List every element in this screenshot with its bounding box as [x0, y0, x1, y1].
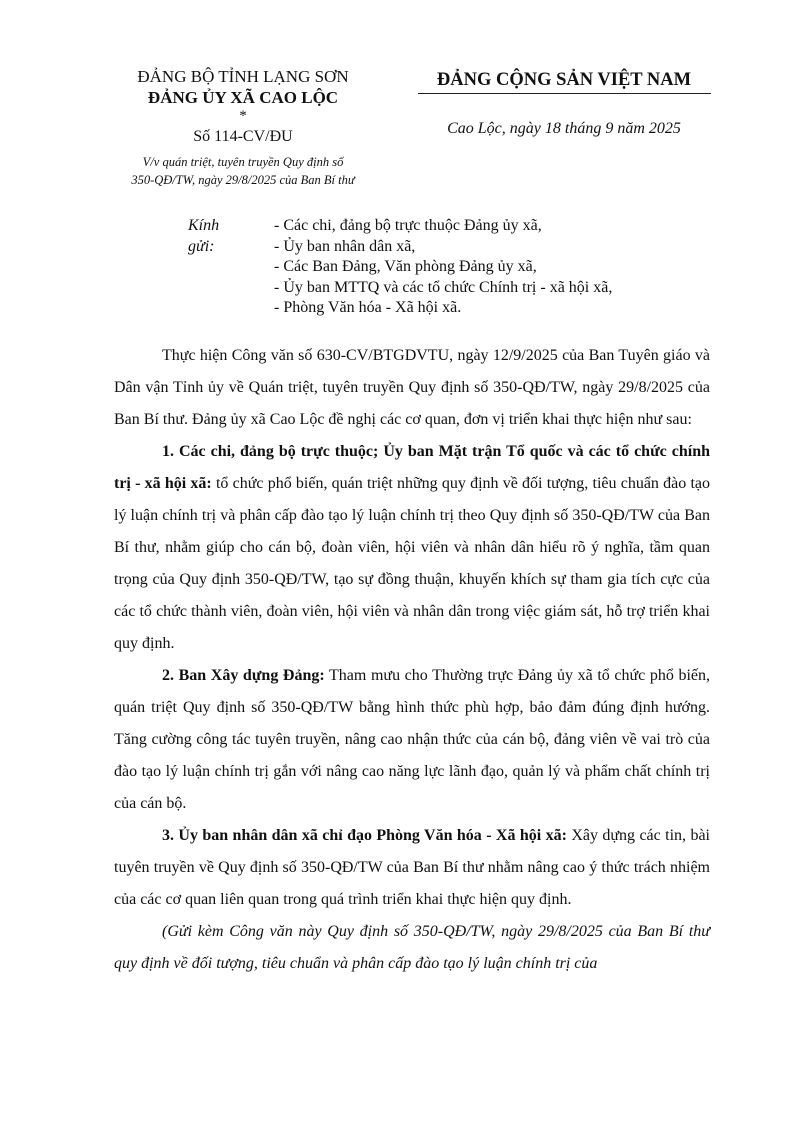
- item-3-heading: 3. Ủy ban nhân dân xã chỉ đạo Phòng Văn hóa - Xã hội xã:: [162, 827, 567, 844]
- separator-star: *: [239, 108, 247, 124]
- document-number: Số 114-CV/ĐU: [193, 128, 293, 145]
- recipient-item: - Các chi, đảng bộ trực thuộc Đảng ủy xã,: [274, 217, 542, 234]
- recipients-label: Kính gửi:: [188, 217, 220, 255]
- item-2-paragraph: [114, 660, 710, 820]
- party-title: ĐẢNG CỘNG SẢN VIỆT NAM: [436, 70, 692, 90]
- subject-line-2: 350-QĐ/TW, ngày 29/8/2025 của Ban Bí thư: [131, 173, 355, 187]
- recipients-list: [274, 216, 714, 319]
- item-3-text: Xây dựng các tin, bài tuyên truyền về Quy định số 350-QĐ/TW của Ban Bí thư nhằm nâng cao ý thức trách nhiệm của các cơ quan liên quan trong quá trình triển khai thực hiện quy định.: [114, 827, 710, 908]
- recipient-item: - Ủy ban nhân dân xã,: [274, 237, 416, 255]
- attachment-note: (Gửi kèm Công văn này Quy định số 350-QĐ/TW, ngày 29/8/2025 của Ban Bí thư quy định về đối tượng, tiêu chuẩn và phân cấp đào tạo lý luận chính trị của: [114, 923, 710, 972]
- title-underline: [418, 93, 711, 94]
- document-subject: [88, 153, 398, 189]
- subject-line-1: V/v quán triệt, tuyên truyền Quy định số: [142, 155, 344, 169]
- issuer-block: [88, 66, 398, 189]
- item-1-text: tổ chức phổ biến, quán triệt những quy định về đối tượng, tiêu chuẩn đào tạo lý luận chính trị và phân cấp đào tạo lý luận chính trị theo Quy định số 350-QĐ/TW của Ban Bí thư, nhằm giúp cho cán bộ, đoàn viên, hội viên và nhân dân hiểu rõ ý nghĩa, tầm quan trọng của Quy định 350-QĐ/TW, tạo sự đồng thuận, khuyến khích sự tham gia tích cực của các tổ chức thành viên, đoàn viên, hội viên và nhân dân trong việc giám sát, hỗ trợ triển khai quy định.: [114, 475, 710, 652]
- commune-party-name: ĐẢNG ỦY XÃ CAO LỘC: [147, 88, 339, 107]
- item-2-heading: 2. Ban Xây dựng Đảng:: [162, 667, 325, 684]
- recipient-item: - Phòng Văn hóa - Xã hội xã.: [274, 299, 462, 316]
- party-block: [408, 68, 720, 139]
- recipient-item: - Ủy ban MTTQ và các tổ chức Chính trị - xã hội xã,: [274, 278, 613, 296]
- item-1-heading: 1. Các chi, đảng bộ trực thuộc; Ủy ban Mặt trận Tổ quốc và các tổ chức chính trị - xã hội xã:: [114, 443, 710, 492]
- recipient-item: - Các Ban Đảng, Văn phòng Đảng ủy xã,: [274, 258, 537, 275]
- document-body: [114, 340, 710, 980]
- item-2-text: Tham mưu cho Thường trực Đảng ủy xã tổ chức phổ biến, quán triệt Quy định số 350-QĐ/TW bằng hình thức phù hợp, bảo đảm đúng định hướng. Tăng cường công tác tuyên truyền, nâng cao nhận thức của cán bộ, đảng viên về vai trò của đào tạo lý luận chính trị gắn với nâng cao năng lực lãnh đạo, quản lý và phẩm chất chính trị của cán bộ.: [114, 667, 710, 812]
- intro-paragraph: Thực hiện Công văn số 630-CV/BTGDVTU, ngày 12/9/2025 của Ban Tuyên giáo và Dân vận Tỉnh ủy về Quán triệt, tuyên truyền Quy định số 350-QĐ/TW, ngày 29/8/2025 của Ban Bí thư. Đảng ủy xã Cao Lộc đề nghị các cơ quan, đơn vị triển khai thực hiện như sau:: [114, 347, 710, 428]
- item-3-paragraph: [114, 820, 710, 916]
- item-1-paragraph: [114, 436, 710, 660]
- date-line: Cao Lộc, ngày 18 tháng 9 năm 2025: [447, 120, 681, 137]
- provincial-party-name: ĐẢNG BỘ TỈNH LẠNG SƠN: [137, 67, 349, 86]
